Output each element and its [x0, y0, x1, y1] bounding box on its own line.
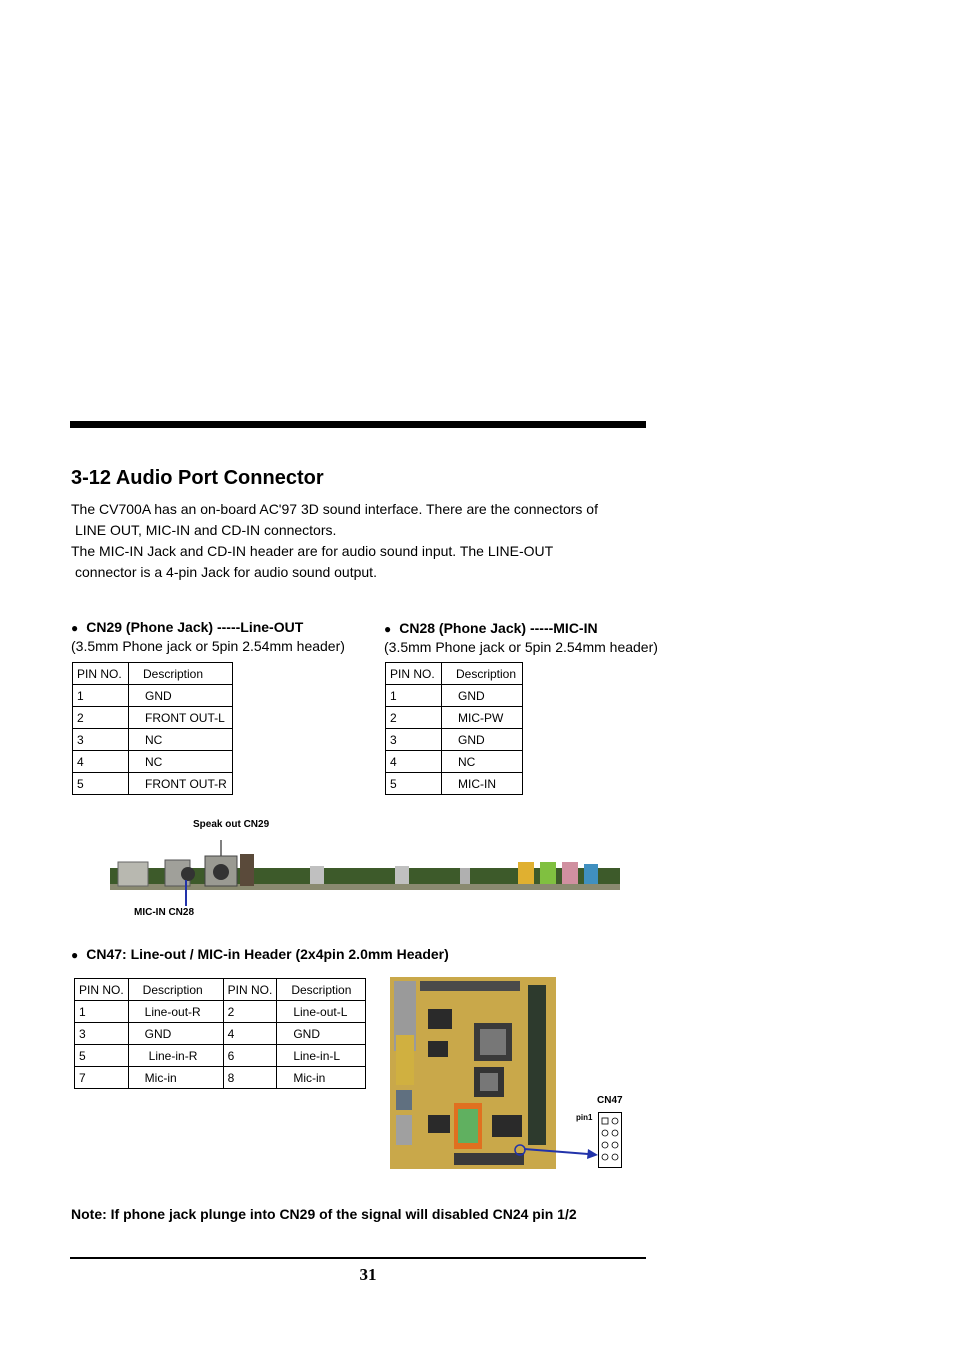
table-header-row	[386, 663, 523, 685]
desc-cell: GND	[442, 685, 523, 707]
table-row	[386, 685, 523, 707]
pin-cell: 8	[223, 1067, 277, 1089]
header-pin-no: PIN NO.	[73, 663, 129, 685]
pin-cell: 6	[223, 1045, 277, 1067]
intro-line-3: The MIC-IN Jack and CD-IN header are for audio sound input. The LINE-OUT	[71, 543, 554, 559]
pin-cell: 5	[75, 1045, 129, 1067]
table-row	[386, 773, 523, 795]
desc-cell: GND	[129, 685, 233, 707]
pointer-arrow-icon	[510, 1140, 602, 1160]
pin-cell: 2	[73, 707, 129, 729]
header-description: Description	[129, 663, 233, 685]
pin-cell: 2	[386, 707, 442, 729]
header-description: Description	[277, 979, 366, 1001]
pin-cell: 3	[75, 1023, 129, 1045]
pin-cell: 5	[386, 773, 442, 795]
pin-cell: 1	[73, 685, 129, 707]
cn47-pin-table	[74, 978, 366, 1089]
cn47-heading: ● CN47: Line-out / MIC-in Header (2x4pin 2.0mm Header)	[71, 946, 449, 962]
desc-cell: FRONT OUT-L	[129, 707, 233, 729]
desc-cell: GND	[128, 1023, 223, 1045]
bullet-icon: ●	[71, 948, 79, 962]
cn29-subheading: (3.5mm Phone jack or 5pin 2.54mm header)	[71, 638, 345, 654]
pin-cell: 1	[75, 1001, 129, 1023]
cn28-subheading: (3.5mm Phone jack or 5pin 2.54mm header)	[384, 639, 658, 655]
table-row	[386, 707, 523, 729]
mic-in-label: MIC-IN CN28	[134, 907, 195, 918]
pin-cell: 1	[386, 685, 442, 707]
header-description: Description	[128, 979, 223, 1001]
desc-cell: NC	[129, 729, 233, 751]
note-text: Note: If phone jack plunge into CN29 of the signal will disabled CN24 pin 1/2	[71, 1206, 577, 1222]
pin-cell: 4	[73, 751, 129, 773]
bottom-rule	[70, 1257, 646, 1259]
table-header-row	[75, 979, 366, 1001]
pin-cell: 3	[386, 729, 442, 751]
bullet-icon: ●	[384, 622, 392, 636]
header-pin-no: PIN NO.	[386, 663, 442, 685]
cn47-header-diagram	[598, 1112, 622, 1168]
cn29-heading: ● CN29 (Phone Jack) -----Line-OUT	[71, 619, 304, 635]
header-description: Description	[442, 663, 523, 685]
pin-cell: 3	[73, 729, 129, 751]
desc-cell: GND	[277, 1023, 366, 1045]
desc-cell: Line-out-L	[277, 1001, 366, 1023]
cn47-connector-label: CN47	[597, 1095, 623, 1106]
intro-line-2: LINE OUT, MIC-IN and CD-IN connectors.	[75, 522, 337, 538]
cn28-heading: ● CN28 (Phone Jack) -----MIC-IN	[384, 620, 598, 636]
bullet-icon: ●	[71, 621, 79, 635]
table-row	[386, 729, 523, 751]
header-pin-no: PIN NO.	[223, 979, 277, 1001]
table-header-row	[73, 663, 233, 685]
table-row	[75, 1023, 366, 1045]
section-title: 3-12 Audio Port Connector	[71, 467, 324, 489]
page-number: 31	[359, 1265, 377, 1284]
table-row	[73, 707, 233, 729]
table-row	[73, 751, 233, 773]
pin-cell: 4	[386, 751, 442, 773]
cn28-pin-table	[385, 662, 523, 795]
desc-cell: Line-out-R	[128, 1001, 223, 1023]
table-row	[73, 773, 233, 795]
desc-cell: GND	[442, 729, 523, 751]
desc-cell: NC	[129, 751, 233, 773]
pin-cell: 4	[223, 1023, 277, 1045]
table-row	[75, 1067, 366, 1089]
desc-cell: FRONT OUT-R	[129, 773, 233, 795]
table-row	[73, 729, 233, 751]
intro-line-1: The CV700A has an on-board AC'97 3D sound interface. There are the connectors of	[71, 501, 598, 517]
desc-cell: NC	[442, 751, 523, 773]
pin-cell: 7	[75, 1067, 129, 1089]
table-row	[386, 751, 523, 773]
desc-cell: MIC-IN	[442, 773, 523, 795]
pin-cell: 5	[73, 773, 129, 795]
table-row	[75, 1045, 366, 1067]
table-row	[73, 685, 233, 707]
intro-line-4: connector is a 4-pin Jack for audio sound output.	[75, 564, 377, 580]
pin-cell: 2	[223, 1001, 277, 1023]
desc-cell: Line-in-R	[128, 1045, 223, 1067]
pin1-label: pin1	[576, 1113, 593, 1122]
cn29-pin-table	[72, 662, 233, 795]
top-rule	[70, 421, 646, 428]
board-side-photo	[100, 832, 630, 912]
desc-cell: Mic-in	[128, 1067, 223, 1089]
speak-out-label: Speak out CN29	[193, 819, 270, 830]
table-row	[75, 1001, 366, 1023]
desc-cell: Line-in-L	[277, 1045, 366, 1067]
header-pin-no: PIN NO.	[75, 979, 129, 1001]
desc-cell: Mic-in	[277, 1067, 366, 1089]
desc-cell: MIC-PW	[442, 707, 523, 729]
